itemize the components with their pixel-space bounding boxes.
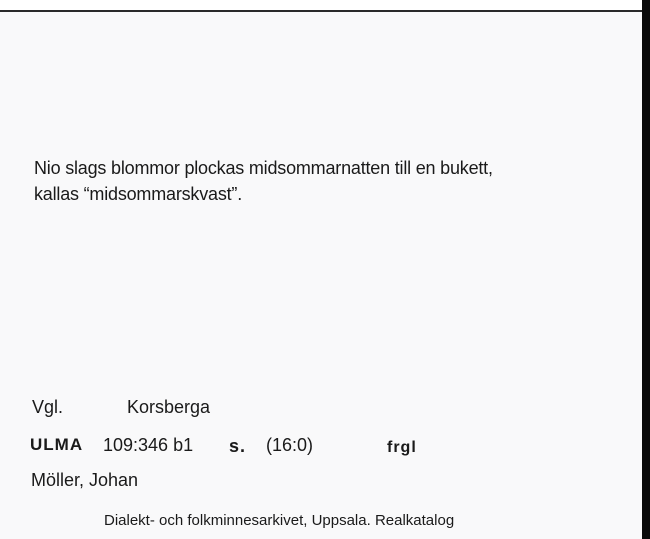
parenthetical-reference: (16:0) bbox=[266, 435, 314, 455]
card-surface bbox=[0, 10, 642, 539]
province-label: Vgl. bbox=[32, 397, 64, 417]
archive-code: ULMA bbox=[30, 435, 84, 454]
body-line-2: kallas “midsommarskvast”. bbox=[34, 184, 243, 204]
scan-top-margin bbox=[0, 0, 642, 10]
place-name: Korsberga bbox=[127, 397, 211, 417]
scan-edge bbox=[642, 0, 650, 539]
body-line-1: Nio slags blommor plockas midsommarnatten till en bukett, bbox=[34, 158, 493, 178]
collector-name: Möller, Johan bbox=[31, 470, 139, 490]
archive-footer: Dialekt- och folkminnesarkivet, Uppsala. Realkatalog bbox=[104, 512, 455, 529]
category-code: frgl bbox=[387, 439, 417, 456]
card-body-text bbox=[34, 155, 614, 207]
record-reference: 109:346 b1 bbox=[103, 435, 194, 455]
s-mark: s. bbox=[229, 436, 247, 456]
